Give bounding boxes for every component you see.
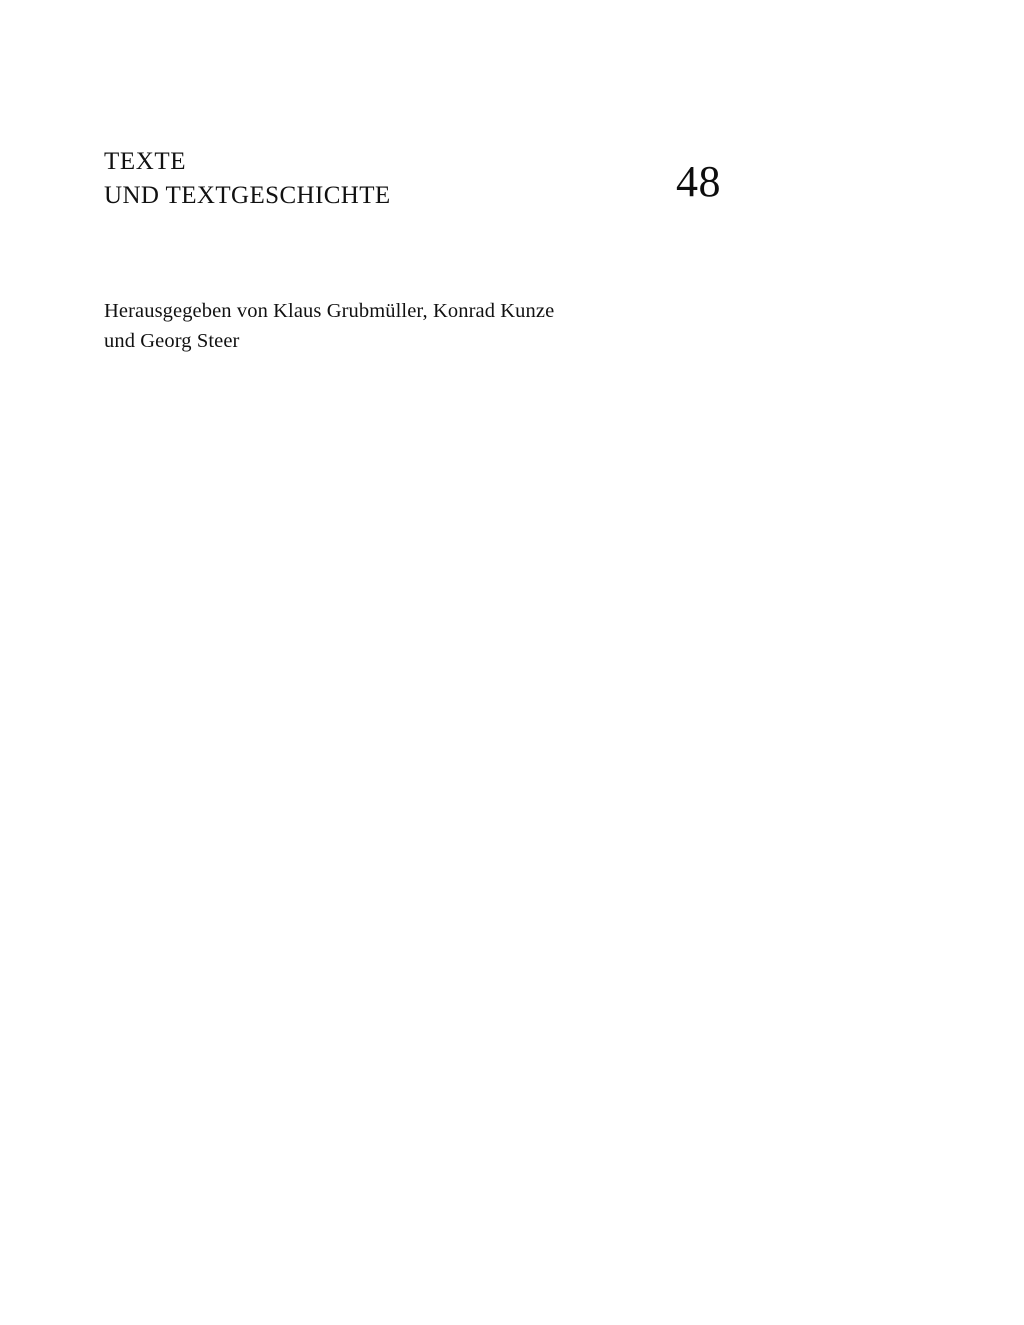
series-title-line-2: UND TEXTGESCHICHTE <box>104 182 391 209</box>
volume-number: 48 <box>676 157 721 206</box>
editors-block <box>104 296 724 356</box>
editors-line-1: Herausgegeben von Klaus Grubmüller, Konrad Kunze <box>104 300 555 322</box>
series-title <box>104 145 624 213</box>
editors-line-2: und Georg Steer <box>104 330 240 352</box>
series-title-line-1: TEXTE <box>104 148 187 175</box>
